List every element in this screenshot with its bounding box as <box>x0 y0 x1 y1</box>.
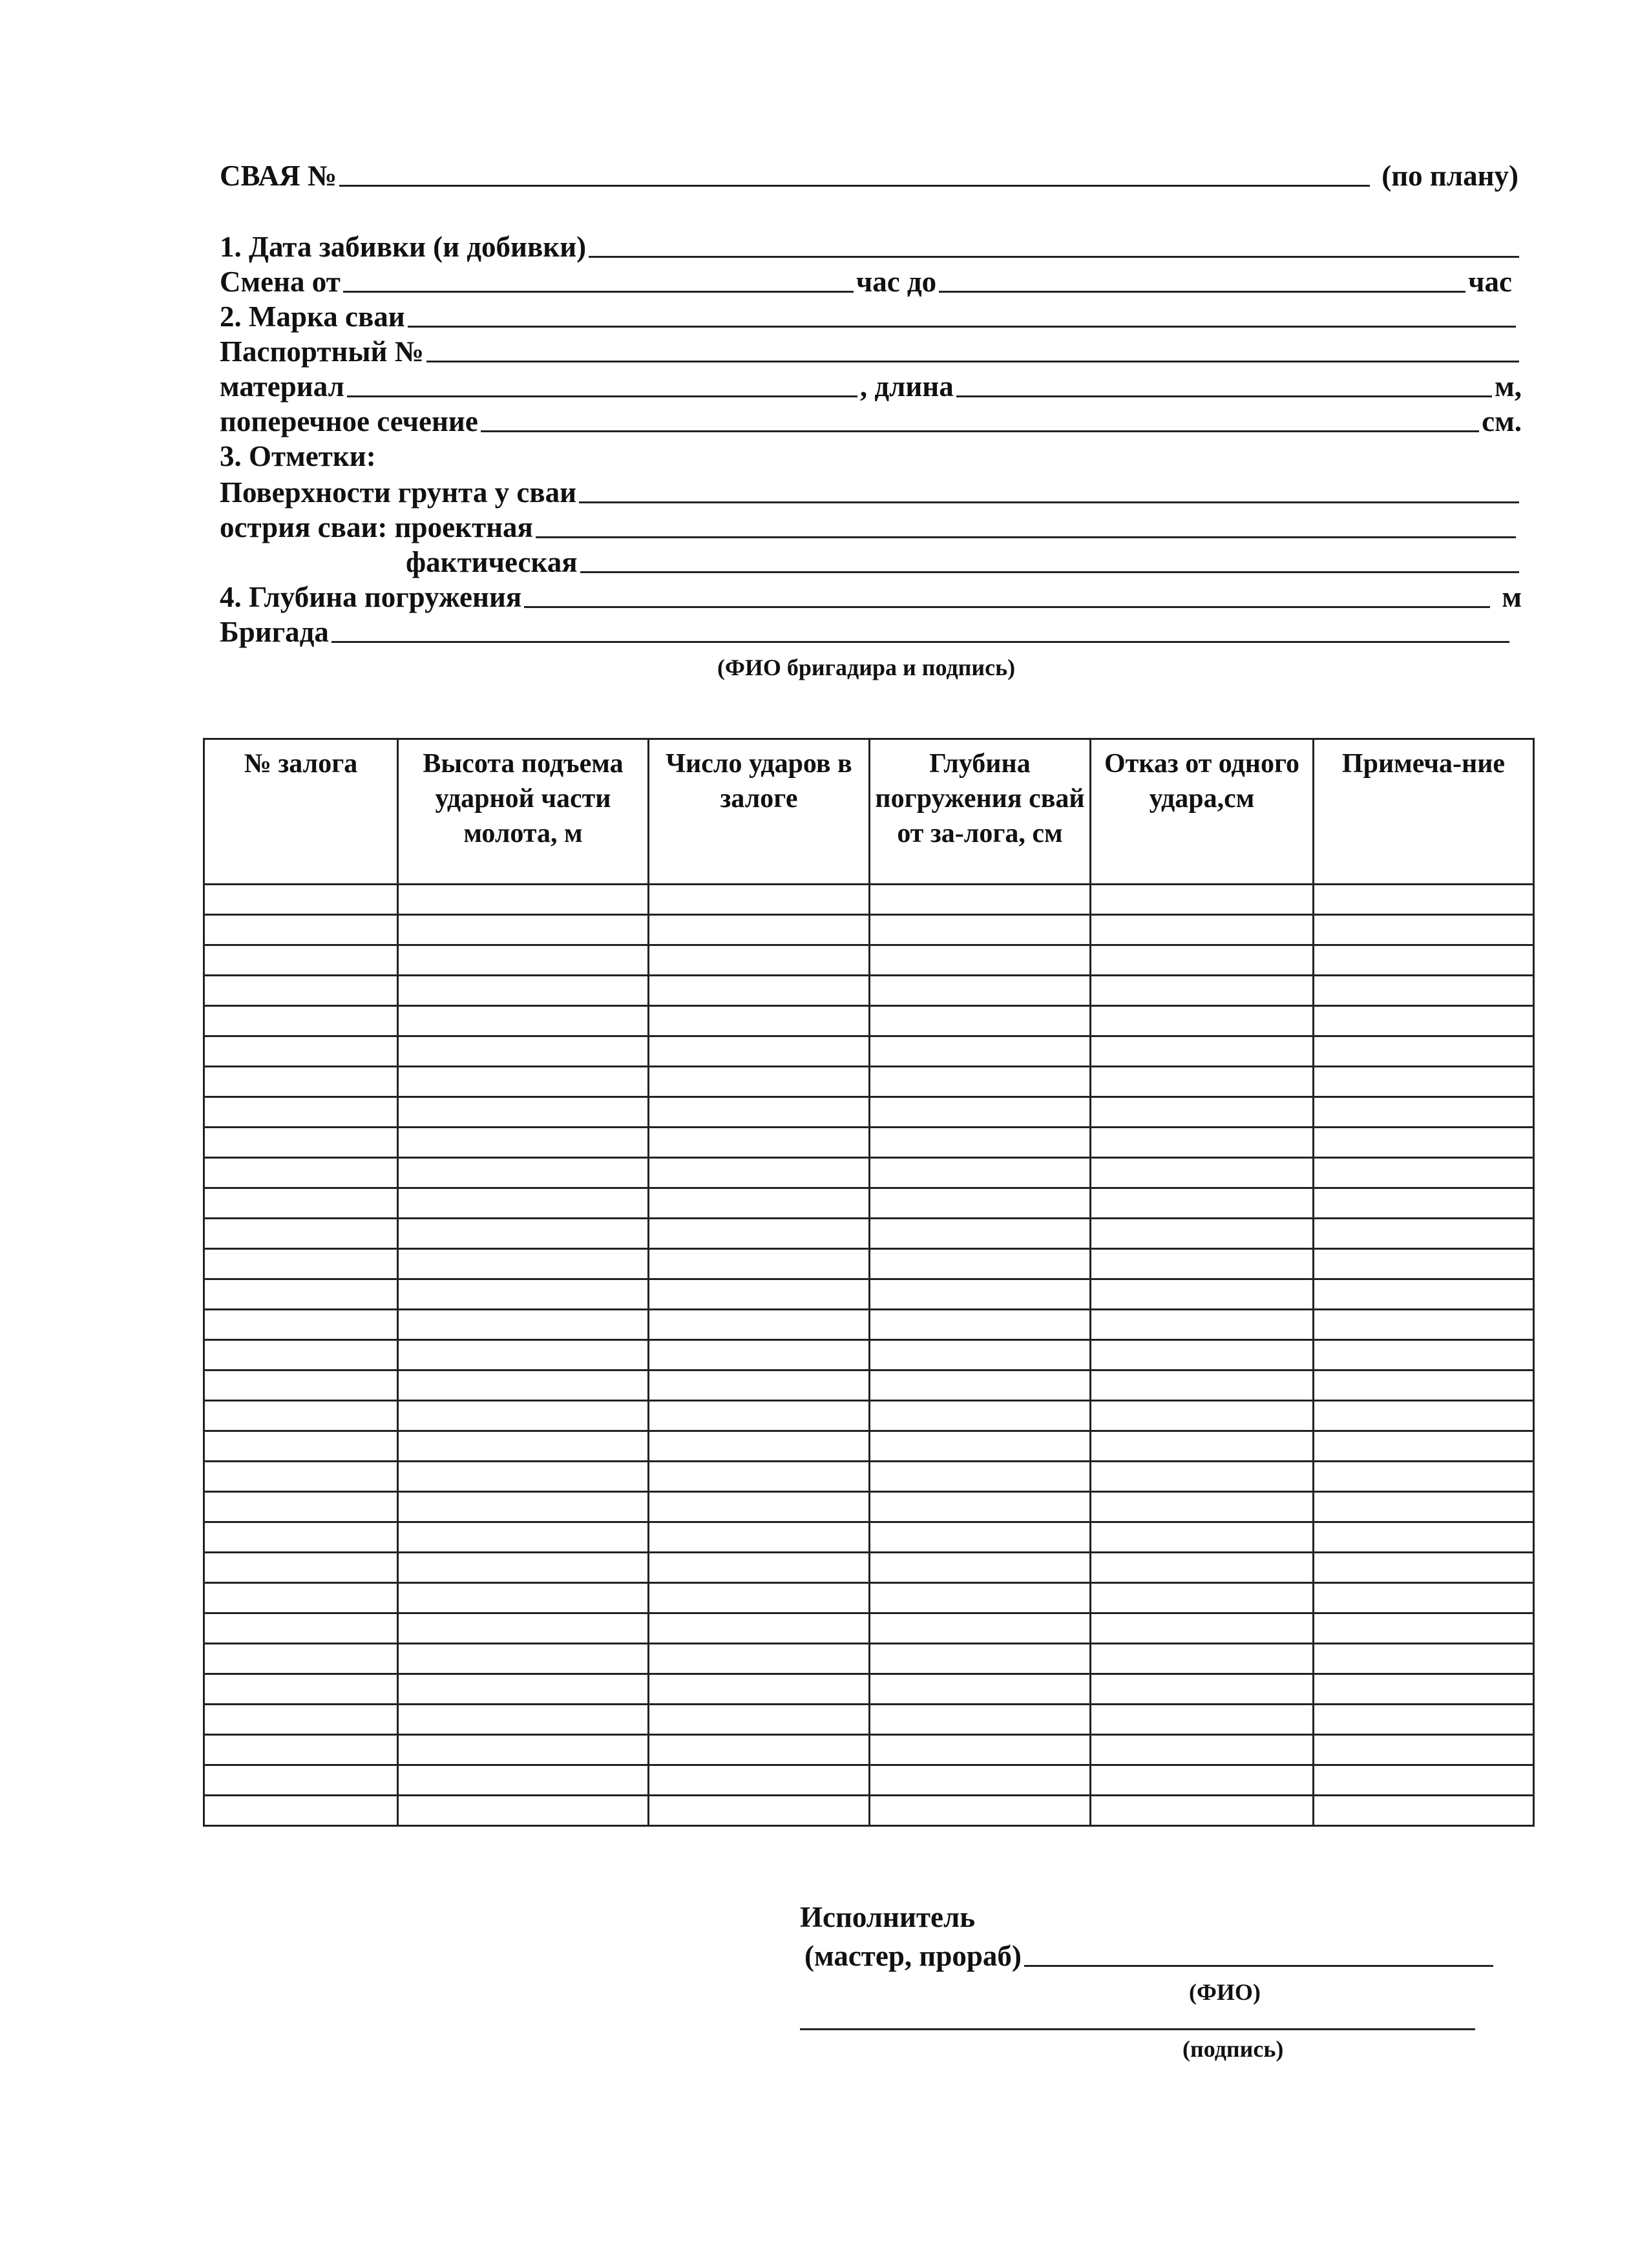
table-cell[interactable] <box>204 1431 398 1462</box>
drive-date-field[interactable] <box>589 255 1519 258</box>
master-fio-field[interactable] <box>1024 1964 1493 1967</box>
table-cell[interactable] <box>1314 915 1534 945</box>
cross-section-unit: см. <box>1482 405 1522 437</box>
table-cell[interactable] <box>204 1462 398 1492</box>
table-row <box>204 945 1534 976</box>
table-cell[interactable] <box>398 1370 649 1401</box>
table-cell[interactable] <box>204 1188 398 1219</box>
table-cell[interactable] <box>398 1401 649 1431</box>
table-cell[interactable] <box>398 1340 649 1370</box>
drive-date-label: 1. Дата забивки (и добивки) <box>220 231 587 263</box>
table-cell[interactable] <box>1091 1401 1314 1431</box>
table-cell[interactable] <box>398 1674 649 1705</box>
col-header-note: Примеча-ние <box>1314 739 1534 885</box>
table-cell[interactable] <box>1091 1522 1314 1553</box>
table-row <box>204 1067 1534 1097</box>
table-cell[interactable] <box>870 1279 1091 1310</box>
table-cell[interactable] <box>1314 1522 1534 1553</box>
table-cell[interactable] <box>1091 1006 1314 1036</box>
table-cell[interactable] <box>204 1158 398 1188</box>
table-cell[interactable] <box>870 1036 1091 1067</box>
table-cell[interactable] <box>1314 1097 1534 1128</box>
table-cell[interactable] <box>1314 1613 1534 1644</box>
table-cell[interactable] <box>870 1067 1091 1097</box>
table-cell[interactable] <box>649 1644 870 1674</box>
table-cell[interactable] <box>398 1492 649 1522</box>
table-row <box>204 1310 1534 1340</box>
table-row <box>204 1249 1534 1279</box>
hour-to-label: час до <box>856 266 937 298</box>
table-cell[interactable] <box>870 885 1091 915</box>
table-row <box>204 1158 1534 1188</box>
table-cell[interactable] <box>1314 1644 1534 1674</box>
length-field[interactable] <box>956 395 1492 397</box>
table-cell[interactable] <box>398 1613 649 1644</box>
master-line <box>804 1942 1496 1971</box>
table-cell[interactable] <box>870 1340 1091 1370</box>
table-cell[interactable] <box>204 1067 398 1097</box>
table-cell[interactable] <box>870 1613 1091 1644</box>
table-cell[interactable] <box>870 1219 1091 1249</box>
table-cell[interactable] <box>1314 885 1534 915</box>
table-cell[interactable] <box>204 976 398 1006</box>
table-cell[interactable] <box>649 1219 870 1249</box>
table-cell[interactable] <box>398 1279 649 1310</box>
table-body <box>204 885 1534 1826</box>
col-header-refusal-per-blow: Отказ от одного удара,см <box>1091 739 1314 885</box>
table-cell[interactable] <box>398 1705 649 1735</box>
table-cell[interactable] <box>649 1340 870 1370</box>
table-cell[interactable] <box>870 1705 1091 1735</box>
marks-heading: 3. Отметки: <box>220 440 376 472</box>
brigade-label: Бригада <box>220 616 329 648</box>
table-cell[interactable] <box>649 1522 870 1553</box>
table-cell[interactable] <box>1091 1431 1314 1462</box>
table-cell[interactable] <box>870 1644 1091 1674</box>
table-cell[interactable] <box>1314 1067 1534 1097</box>
table-cell[interactable] <box>1091 1340 1314 1370</box>
table-cell[interactable] <box>1314 1674 1534 1705</box>
table-row <box>204 1492 1534 1522</box>
pile-number-line <box>220 162 1518 191</box>
shift-to-field[interactable] <box>939 290 1465 293</box>
table-cell[interactable] <box>204 1219 398 1249</box>
table-cell[interactable] <box>1314 1735 1534 1765</box>
table-cell[interactable] <box>1091 885 1314 915</box>
table-cell[interactable] <box>1314 1036 1534 1067</box>
table-cell[interactable] <box>649 1006 870 1036</box>
table-cell[interactable] <box>1091 1128 1314 1158</box>
table-cell[interactable] <box>649 976 870 1006</box>
cross-section-line <box>220 407 1522 436</box>
table-cell[interactable] <box>1314 1188 1534 1219</box>
table-cell[interactable] <box>1314 1340 1534 1370</box>
by-plan-label: (по плану) <box>1381 160 1518 192</box>
table-cell[interactable] <box>1091 915 1314 945</box>
drive-date-line <box>220 233 1522 262</box>
table-row <box>204 1036 1534 1067</box>
table-cell[interactable] <box>1314 1006 1534 1036</box>
table-row <box>204 1705 1534 1735</box>
table-cell[interactable] <box>1091 1249 1314 1279</box>
table-cell[interactable] <box>204 1553 398 1583</box>
table-cell[interactable] <box>870 1765 1091 1796</box>
material-line <box>220 372 1522 401</box>
signature-caption: (подпись) <box>1182 2036 1284 2062</box>
table-cell[interactable] <box>1091 1370 1314 1401</box>
table-cell[interactable] <box>204 1644 398 1674</box>
table-cell[interactable] <box>204 1401 398 1431</box>
table-cell[interactable] <box>398 1006 649 1036</box>
table-cell[interactable] <box>649 1462 870 1492</box>
table-cell[interactable] <box>1314 1705 1534 1735</box>
material-field[interactable] <box>347 395 857 397</box>
pile-grade-field[interactable] <box>408 325 1516 328</box>
table-cell[interactable] <box>1091 1097 1314 1128</box>
depth-label: 4. Глубина погружения <box>220 581 522 613</box>
table-row <box>204 1340 1534 1370</box>
table-cell[interactable] <box>649 1188 870 1219</box>
table-cell[interactable] <box>1091 1583 1314 1613</box>
table-cell[interactable] <box>870 1431 1091 1462</box>
table-cell[interactable] <box>204 1613 398 1644</box>
table-row <box>204 1401 1534 1431</box>
table-cell[interactable] <box>204 1522 398 1553</box>
table-cell[interactable] <box>649 1128 870 1158</box>
table-cell[interactable] <box>204 1796 398 1826</box>
table-row <box>204 1097 1534 1128</box>
tip-design-field[interactable] <box>536 536 1516 538</box>
table-cell[interactable] <box>870 1462 1091 1492</box>
table-cell[interactable] <box>204 1249 398 1279</box>
depth-line <box>220 583 1522 612</box>
table-cell[interactable] <box>1314 1249 1534 1279</box>
table-cell[interactable] <box>1091 976 1314 1006</box>
table-cell[interactable] <box>870 1158 1091 1188</box>
table-cell[interactable] <box>204 1310 398 1340</box>
table-cell[interactable] <box>1091 1674 1314 1705</box>
tip-actual-field[interactable] <box>580 571 1519 573</box>
table-cell[interactable] <box>870 1796 1091 1826</box>
table-cell[interactable] <box>398 1097 649 1128</box>
table-cell[interactable] <box>398 915 649 945</box>
table-cell[interactable] <box>649 1796 870 1826</box>
shift-line <box>220 268 1512 297</box>
table-cell[interactable] <box>1314 1128 1534 1158</box>
table-cell[interactable] <box>398 1522 649 1553</box>
table-cell[interactable] <box>398 1067 649 1097</box>
table-cell[interactable] <box>1091 1492 1314 1522</box>
table-cell[interactable] <box>398 1249 649 1279</box>
table-cell[interactable] <box>204 1705 398 1735</box>
table-cell[interactable] <box>398 1431 649 1462</box>
table-cell[interactable] <box>1091 1735 1314 1765</box>
table-cell[interactable] <box>870 1674 1091 1705</box>
tip-design-label: острия сваи: проектная <box>220 511 533 543</box>
table-cell[interactable] <box>204 1279 398 1310</box>
table-cell[interactable] <box>204 1006 398 1036</box>
table-cell[interactable] <box>1314 945 1534 976</box>
table-cell[interactable] <box>1314 976 1534 1006</box>
executor-label: Исполнитель <box>800 1901 976 1933</box>
table-cell[interactable] <box>398 1796 649 1826</box>
table-cell[interactable] <box>870 1097 1091 1128</box>
brigade-line <box>220 618 1512 647</box>
brigade-field[interactable] <box>331 640 1509 643</box>
table-cell[interactable] <box>398 1735 649 1765</box>
table-row <box>204 1644 1534 1674</box>
table-cell[interactable] <box>1091 1036 1314 1067</box>
depth-unit: м <box>1502 581 1522 613</box>
table-cell[interactable] <box>398 1644 649 1674</box>
table-row <box>204 1219 1534 1249</box>
col-header-blows-count: Число ударов в залоге <box>649 739 870 885</box>
table-row <box>204 1279 1534 1310</box>
table-cell[interactable] <box>398 1765 649 1796</box>
table-cell[interactable] <box>870 1735 1091 1765</box>
length-label: , длина <box>859 370 954 403</box>
table-cell[interactable] <box>1314 1583 1534 1613</box>
table-cell[interactable] <box>1091 1310 1314 1340</box>
table-cell[interactable] <box>1314 1462 1534 1492</box>
table-cell[interactable] <box>649 1097 870 1128</box>
table-row <box>204 1553 1534 1583</box>
table-cell[interactable] <box>204 885 398 915</box>
table-cell[interactable] <box>870 915 1091 945</box>
table-cell[interactable] <box>204 1583 398 1613</box>
table-cell[interactable] <box>870 1310 1091 1340</box>
driving-log-table <box>203 738 1535 1827</box>
material-label: материал <box>220 370 344 403</box>
table-cell[interactable] <box>649 1067 870 1097</box>
table-cell[interactable] <box>398 1219 649 1249</box>
table-cell[interactable] <box>870 1249 1091 1279</box>
table-cell[interactable] <box>1314 1279 1534 1310</box>
table-row <box>204 1735 1534 1765</box>
passport-label: Паспортный № <box>220 335 424 368</box>
table-cell[interactable] <box>870 1370 1091 1401</box>
table-row <box>204 1765 1534 1796</box>
marks-heading-line <box>220 442 376 471</box>
passport-line <box>220 337 1522 366</box>
shift-from-label: Смена от <box>220 266 341 298</box>
table-row <box>204 1431 1534 1462</box>
table-cell[interactable] <box>649 1553 870 1583</box>
cross-section-label: поперечное сечение <box>220 405 478 437</box>
table-cell[interactable] <box>870 1006 1091 1036</box>
table-cell[interactable] <box>649 1705 870 1735</box>
table-cell[interactable] <box>1091 1644 1314 1674</box>
table-cell[interactable] <box>204 1128 398 1158</box>
table-cell[interactable] <box>649 1249 870 1279</box>
table-cell[interactable] <box>204 1735 398 1765</box>
col-header-penetration-depth: Глубина погружения свай от за-лога, см <box>870 739 1091 885</box>
pile-number-field[interactable] <box>339 184 1370 187</box>
table-cell[interactable] <box>204 1674 398 1705</box>
table-cell[interactable] <box>204 1097 398 1128</box>
table-cell[interactable] <box>398 1036 649 1067</box>
table-cell[interactable] <box>1091 1796 1314 1826</box>
hour-label: час <box>1468 266 1512 298</box>
table-cell[interactable] <box>870 945 1091 976</box>
executor-line <box>800 1903 975 1932</box>
table-cell[interactable] <box>1314 1553 1534 1583</box>
table-cell[interactable] <box>649 885 870 915</box>
table-cell[interactable] <box>649 1613 870 1644</box>
table-cell[interactable] <box>398 1158 649 1188</box>
table-cell[interactable] <box>398 885 649 915</box>
table-cell[interactable] <box>1091 1553 1314 1583</box>
table-cell[interactable] <box>1314 1158 1534 1188</box>
depth-field[interactable] <box>524 605 1490 608</box>
table-cell[interactable] <box>398 1462 649 1492</box>
table-cell[interactable] <box>1314 1765 1534 1796</box>
table-cell[interactable] <box>204 1370 398 1401</box>
table-row <box>204 915 1534 945</box>
table-cell[interactable] <box>649 1492 870 1522</box>
table-row <box>204 1796 1534 1826</box>
ground-surface-field[interactable] <box>579 501 1519 503</box>
table-cell[interactable] <box>1091 1279 1314 1310</box>
table-cell[interactable] <box>204 1340 398 1370</box>
table-cell[interactable] <box>1314 1370 1534 1401</box>
ground-surface-line <box>220 478 1522 507</box>
table-cell[interactable] <box>1091 1765 1314 1796</box>
table-cell[interactable] <box>649 1310 870 1340</box>
table-cell[interactable] <box>204 1765 398 1796</box>
table-cell[interactable] <box>204 1036 398 1067</box>
pile-grade-line <box>220 302 1518 331</box>
table-cell[interactable] <box>870 1522 1091 1553</box>
ground-surface-label: Поверхности грунта у сваи <box>220 476 577 509</box>
table-row <box>204 1370 1534 1401</box>
table-cell[interactable] <box>398 1188 649 1219</box>
shift-from-field[interactable] <box>343 290 854 293</box>
table-row <box>204 1583 1534 1613</box>
table-cell[interactable] <box>870 1492 1091 1522</box>
table-row <box>204 976 1534 1006</box>
table-cell[interactable] <box>1314 1219 1534 1249</box>
table-cell[interactable] <box>398 1310 649 1340</box>
tip-actual-line <box>406 548 1522 577</box>
table-cell[interactable] <box>649 1735 870 1765</box>
length-unit: м, <box>1495 370 1522 403</box>
brigade-caption: (ФИО бригадира и подпись) <box>717 655 1016 680</box>
table-row <box>204 1522 1534 1553</box>
table-row <box>204 885 1534 915</box>
table-cell[interactable] <box>649 1401 870 1431</box>
tip-design-line <box>220 513 1518 542</box>
table-cell[interactable] <box>870 1401 1091 1431</box>
table-cell[interactable] <box>870 1128 1091 1158</box>
table-cell[interactable] <box>204 915 398 945</box>
table-cell[interactable] <box>1091 1462 1314 1492</box>
table-row <box>204 1613 1534 1644</box>
table-cell[interactable] <box>398 945 649 976</box>
table-cell[interactable] <box>649 1674 870 1705</box>
table-cell[interactable] <box>870 976 1091 1006</box>
table-cell[interactable] <box>1314 1431 1534 1462</box>
table-cell[interactable] <box>649 1765 870 1796</box>
table-cell[interactable] <box>204 945 398 976</box>
table-cell[interactable] <box>649 1370 870 1401</box>
table-cell[interactable] <box>1091 1613 1314 1644</box>
table-cell[interactable] <box>649 1036 870 1067</box>
table-cell[interactable] <box>398 1128 649 1158</box>
table-cell[interactable] <box>870 1188 1091 1219</box>
table-cell[interactable] <box>1314 1492 1534 1522</box>
col-header-lot-number: № залога <box>204 739 398 885</box>
table-cell[interactable] <box>1091 1219 1314 1249</box>
cross-section-field[interactable] <box>481 430 1479 432</box>
passport-field[interactable] <box>426 360 1519 362</box>
table-cell[interactable] <box>1091 1705 1314 1735</box>
table-row <box>204 1462 1534 1492</box>
table-cell[interactable] <box>870 1583 1091 1613</box>
table-cell[interactable] <box>1091 1188 1314 1219</box>
table-cell[interactable] <box>398 1553 649 1583</box>
table-cell[interactable] <box>870 1553 1091 1583</box>
master-label: (мастер, прораб) <box>804 1940 1022 1972</box>
table-cell[interactable] <box>1091 945 1314 976</box>
table-cell[interactable] <box>1314 1310 1534 1340</box>
table-cell[interactable] <box>1091 1067 1314 1097</box>
table-cell[interactable] <box>649 915 870 945</box>
table-cell[interactable] <box>1314 1401 1534 1431</box>
pile-number-label: СВАЯ № <box>220 160 337 192</box>
table-cell[interactable] <box>649 1279 870 1310</box>
col-header-hammer-lift-height: Высота подъема ударной части молота, м <box>398 739 649 885</box>
fio-caption: (ФИО) <box>1189 1979 1261 2005</box>
tip-actual-label: фактическая <box>406 546 578 578</box>
pile-grade-label: 2. Марка сваи <box>220 300 405 333</box>
table-cell[interactable] <box>1091 1158 1314 1188</box>
table-row <box>204 1188 1534 1219</box>
table-cell[interactable] <box>204 1492 398 1522</box>
table-row <box>204 1128 1534 1158</box>
table-cell[interactable] <box>649 1431 870 1462</box>
table-cell[interactable] <box>1314 1796 1534 1826</box>
table-row <box>204 1674 1534 1705</box>
table-cell[interactable] <box>649 945 870 976</box>
table-cell[interactable] <box>649 1158 870 1188</box>
table-cell[interactable] <box>398 976 649 1006</box>
table-cell[interactable] <box>398 1583 649 1613</box>
signature-field[interactable] <box>800 2028 1475 2030</box>
table-cell[interactable] <box>649 1583 870 1613</box>
table-row <box>204 1006 1534 1036</box>
table-header-row <box>204 739 1534 885</box>
